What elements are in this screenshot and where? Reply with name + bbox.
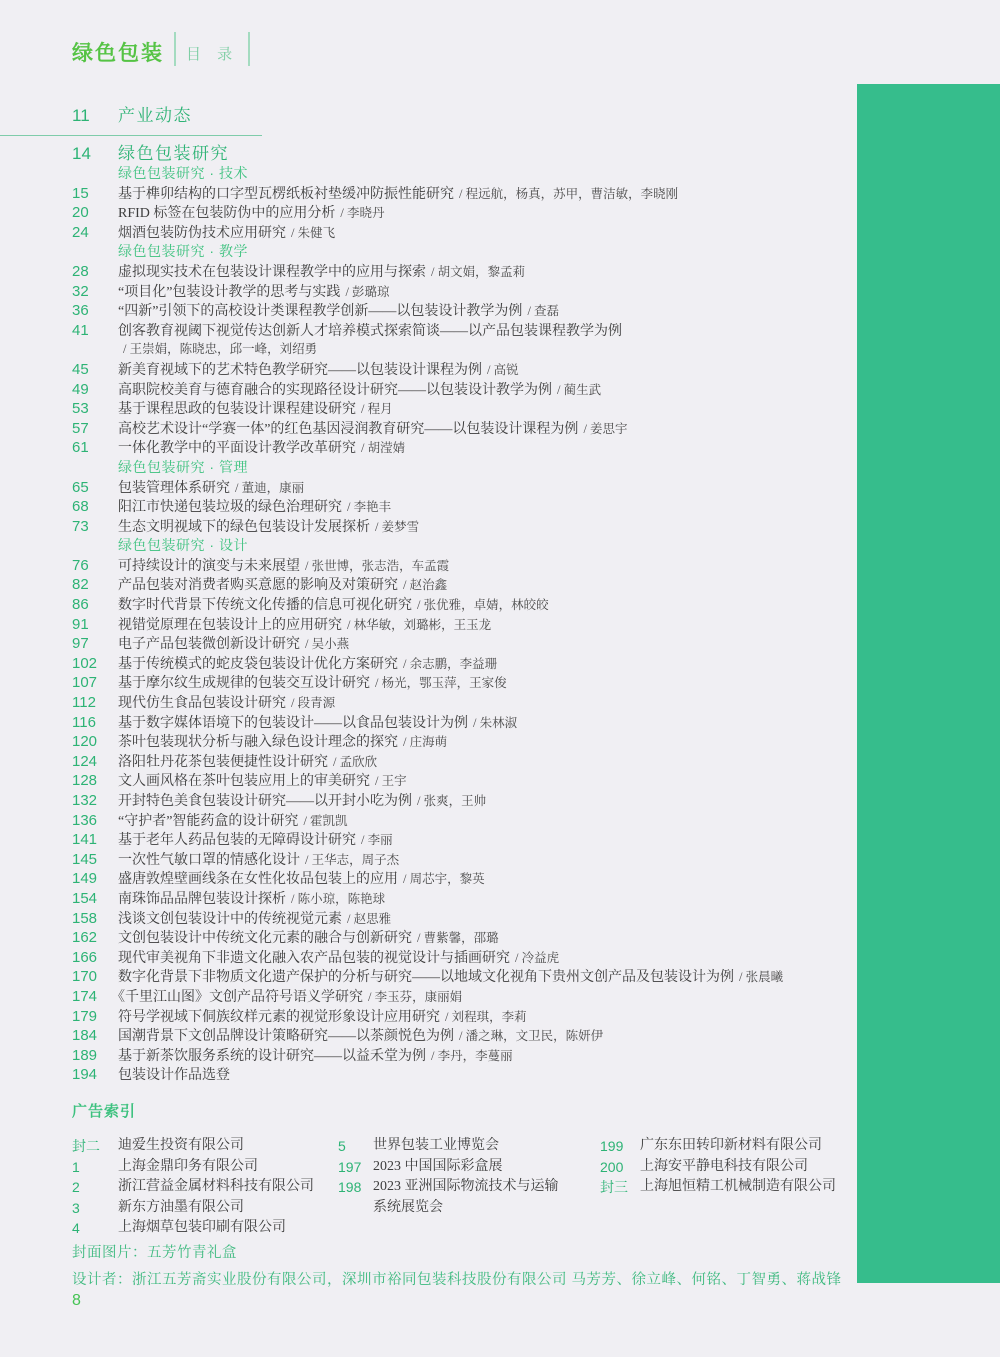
toc-entry-title: 产业动态 <box>118 106 192 125</box>
toc-entry-authors: / 段青源 <box>291 696 336 711</box>
toc-article-row <box>72 673 856 693</box>
toc-entry-number: 86 <box>72 596 89 614</box>
toc-entry-title: 一次性气敏口罩的情感化设计 <box>118 852 300 868</box>
toc-entry-title: 包装管理体系研究 <box>118 480 230 496</box>
toc-entry-title: 数字时代背景下传统文化传播的信息可视化研究 <box>118 598 412 614</box>
divider-line <box>0 135 262 136</box>
toc-entry-title: 洛阳牡丹花茶包装便捷性设计研究 <box>118 754 328 770</box>
toc-entry-number: 28 <box>72 262 89 280</box>
masthead-separator-left <box>174 32 176 66</box>
toc-article-row <box>72 262 856 282</box>
toc-article-row <box>72 752 856 772</box>
toc-article-row <box>72 1046 856 1066</box>
toc-entry-number: 124 <box>72 752 98 770</box>
ad-entry-name: 2023 中国国际彩盒展 <box>373 1158 503 1174</box>
toc-entry-title: 基于新茶饮服务系统的设计研究——以益禾堂为例 <box>118 1048 426 1064</box>
toc-article-row <box>72 713 856 733</box>
toc-article-row <box>72 380 856 400</box>
toc-entry-title: 国潮背景下文创品牌设计策略研究——以茶颜悦色为例 <box>118 1029 454 1045</box>
toc-entry-title: 基于传统模式的蛇皮袋包装设计优化方案研究 <box>118 656 398 672</box>
toc-article-row <box>72 909 856 929</box>
toc-entry-authors: / 周芯宇，黎英 <box>403 872 485 887</box>
toc-entry-number: 166 <box>72 948 98 966</box>
toc-entry-authors: / 李艳丰 <box>347 500 392 515</box>
toc-entry-title: 产品包装对消费者购买意愿的影响及对策研究 <box>118 578 398 594</box>
toc-entry-number: 154 <box>72 889 98 907</box>
toc-entry-title: “项目化”包装设计教学的思考与实践 <box>118 284 341 300</box>
toc-article-row <box>72 517 856 537</box>
toc-entry-authors: / 张优雅，卓婧，林皎皎 <box>417 598 549 613</box>
toc-entry-number: 82 <box>72 576 89 594</box>
toc-entry-title: 烟酒包装防伪技术应用研究 <box>118 225 286 241</box>
ad-entry <box>72 1218 338 1239</box>
ad-entry <box>338 1157 600 1178</box>
toc-entry-number: 162 <box>72 929 98 947</box>
toc-article-row <box>72 301 856 321</box>
ad-index-grid <box>72 1136 862 1239</box>
ad-entry <box>600 1177 836 1198</box>
toc-entry-number: 61 <box>72 439 89 457</box>
ad-entry-number: 200 <box>600 1158 624 1175</box>
toc-entry-authors: / 朱林淑 <box>473 715 518 730</box>
toc-article-row <box>72 830 856 850</box>
toc-article-row <box>72 928 856 948</box>
toc-entry-title: 阳江市快递包装垃圾的绿色治理研究 <box>118 500 342 516</box>
toc-entry-title: 文人画风格在茶叶包装应用上的审美研究 <box>118 774 370 790</box>
toc-article-row <box>72 203 856 223</box>
ad-entry-continuation <box>338 1198 600 1219</box>
ad-entry-number: 4 <box>72 1220 80 1236</box>
toc-entry-authors: / 张晨曦 <box>739 970 784 985</box>
toc-entry-title: 基于摩尔纹生成规律的包装交互设计研究 <box>118 676 370 692</box>
toc-entry-authors: / 彭璐琼 <box>345 284 390 299</box>
toc-entry-authors: / 孟欣欣 <box>333 754 378 769</box>
toc-entry-title: 基于榫卯结构的口字型瓦楞纸板衬垫缓冲防振性能研究 <box>118 186 454 202</box>
toc-article-row <box>72 497 856 517</box>
toc-entry-authors: / 姜思宇 <box>583 421 628 436</box>
toc-entry-authors: / 赵思雅 <box>347 911 392 926</box>
toc-entry-number: 97 <box>72 635 89 653</box>
masthead <box>72 28 260 66</box>
toc-section-heading: 绿色包装研究 · 技术 <box>118 165 248 181</box>
designer-caption: 设计者：浙江五芳斋实业股份有限公司，深圳市裕同包装科技股份有限公司 马芳芳、徐立峰、何铭、丁智勇、蒋战锋 <box>72 1272 842 1288</box>
toc-entry-authors: / 高锐 <box>487 362 519 377</box>
toc-article-row <box>72 732 856 752</box>
ad-entry-number: 197 <box>338 1158 362 1175</box>
ad-entry-name: 广东东田转印新材料有限公司 <box>640 1138 822 1153</box>
toc-article-row <box>72 869 856 889</box>
ad-entry-name: 新东方油墨有限公司 <box>118 1199 244 1215</box>
ad-entry-number: 199 <box>600 1138 624 1154</box>
toc-entry-number: 128 <box>72 772 98 790</box>
toc-article-row <box>72 791 856 811</box>
toc-article-row <box>72 360 856 380</box>
ad-entry-number: 1 <box>72 1158 80 1175</box>
toc-entry-number: 14 <box>72 144 91 163</box>
toc-article-row <box>72 987 856 1007</box>
ad-entry-number: 5 <box>338 1138 346 1154</box>
toc-article-row <box>72 282 856 302</box>
toc-entry-title: RFID 标签在包装防伪中的应用分析 <box>118 206 336 222</box>
ad-index-heading: 广告索引 <box>72 1103 137 1120</box>
toc-entry-number: 179 <box>72 1007 98 1025</box>
toc-article-row <box>72 693 856 713</box>
toc-entry-authors: / 赵治鑫 <box>403 578 448 593</box>
ad-index-column <box>338 1136 600 1239</box>
toc-entry-title: 基于数字媒体语境下的包装设计——以食品包装设计为例 <box>118 715 468 731</box>
toc-list <box>72 106 856 1085</box>
toc-article-row <box>72 399 856 419</box>
toc-entry-authors: / 曹紫馨，邵璐 <box>417 931 499 946</box>
toc-article-row-continuation <box>72 340 856 360</box>
toc-article-row <box>72 438 856 458</box>
toc-entry-title: 虚拟现实技术在包装设计课程教学中的应用与探索 <box>118 264 426 280</box>
toc-entry-number: 189 <box>72 1046 98 1064</box>
ad-index-column <box>600 1136 836 1239</box>
toc-entry-title: 茶叶包装现状分析与融入绿色设计理念的探究 <box>118 735 398 751</box>
masthead-separator-right <box>248 32 250 66</box>
toc-entry-number: 194 <box>72 1066 98 1084</box>
toc-entry-authors: / 程月 <box>361 402 393 417</box>
ad-entry-number: 封二 <box>72 1138 100 1154</box>
toc-entry-title: 绿色包装研究 <box>118 144 229 163</box>
ad-entry <box>72 1177 338 1198</box>
toc-entry-authors: / 李玉芬，康丽娟 <box>368 989 463 1004</box>
ad-entry-number: 3 <box>72 1199 80 1216</box>
journal-logo: 绿色包装 <box>72 42 164 65</box>
ad-entry <box>72 1136 338 1157</box>
toc-section-heading: 绿色包装研究 · 设计 <box>118 537 248 554</box>
ad-entry-number: 2 <box>72 1179 80 1195</box>
toc-entry-number: 184 <box>72 1027 98 1045</box>
toc-entry-title: 基于老年人药品包装的无障碍设计研究 <box>118 833 356 849</box>
toc-entry-authors: / 陈小琼，陈艳球 <box>291 891 386 906</box>
toc-entry-title: 新美育视域下的艺术特色教学研究——以包装设计课程为例 <box>118 362 482 378</box>
toc-entry-authors: / 程远航，杨真，苏甲，曹洁敏，李晓刚 <box>459 186 679 201</box>
toc-entry-number: 107 <box>72 674 98 692</box>
toc-entry-number: 68 <box>72 498 89 516</box>
toc-entry-authors: / 李丹，李蔓丽 <box>431 1048 513 1063</box>
toc-section-heading: 绿色包装研究 · 管理 <box>118 458 248 475</box>
toc-entry-authors: / 王崇娟，陈晓忠，邱一峰，刘绍勇 <box>123 342 318 357</box>
toc-entry-number: 76 <box>72 556 89 574</box>
toc-article-row <box>72 184 856 204</box>
ad-entry <box>72 1157 338 1178</box>
toc-article-row <box>72 811 856 831</box>
toc-entry-title: 《千里江山图》文创产品符号语义学研究 <box>111 989 363 1005</box>
toc-entry-authors: / 胡文娟，黎孟莉 <box>431 264 526 279</box>
toc-article-row <box>72 595 856 615</box>
page-number: 8 <box>72 1292 81 1309</box>
toc-article-row <box>72 889 856 909</box>
toc-entry-authors: / 朱健飞 <box>291 225 336 240</box>
toc-entry-authors: / 潘之琳，文卫民，陈妍伊 <box>459 1029 604 1044</box>
toc-entry-authors: / 查磊 <box>527 304 560 319</box>
toc-section-heading: 绿色包装研究 · 教学 <box>118 243 248 260</box>
toc-chapter-row <box>72 106 856 126</box>
toc-entry-title: 现代仿生食品包装设计研究 <box>118 696 286 712</box>
toc-page-label: 目 录 <box>186 46 239 63</box>
toc-entry-title: 开封特色美食包装设计研究——以开封小吃为例 <box>118 794 412 809</box>
toc-entry-authors: / 王宇 <box>375 774 407 789</box>
toc-entry-title: 文创包装设计中传统文化元素的融合与创新研究 <box>118 931 412 947</box>
ad-entry-name: 2023 亚洲国际物流技术与运输 <box>373 1179 559 1194</box>
toc-entry-title: 高职院校美育与德育融合的实现路径设计研究——以包装设计教学为例 <box>118 382 552 398</box>
toc-entry-authors: / 杨光，鄂玉萍，王家俊 <box>375 676 507 691</box>
toc-entry-title: 盛唐敦煌壁画线条在女性化妆品包装上的应用 <box>118 872 398 888</box>
ad-entry-number: 封三 <box>600 1179 628 1195</box>
ad-entry-name: 上海安平静电科技有限公司 <box>640 1158 808 1174</box>
toc-article-row <box>72 321 856 341</box>
toc-chapter-row <box>72 144 856 164</box>
toc-entry-number: 65 <box>72 478 89 496</box>
ad-entry <box>600 1136 836 1157</box>
ad-entry-name: 浙江营益金属材料科技有限公司 <box>118 1179 314 1194</box>
ad-entry-name: 系统展览会 <box>373 1199 443 1215</box>
toc-entry-title: 视错觉原理在包装设计上的应用研究 <box>118 617 342 633</box>
toc-article-row <box>72 419 856 439</box>
ad-entry-number: 198 <box>338 1179 362 1195</box>
toc-entry-number: 49 <box>72 380 89 398</box>
toc-entry-authors: / 姜梦雪 <box>375 519 420 534</box>
toc-article-row <box>72 948 856 968</box>
toc-entry-title: 生态文明视域下的绿色包装设计发展探析 <box>118 519 370 535</box>
toc-article-row <box>72 478 856 498</box>
ad-index-section <box>72 1100 862 1239</box>
ad-entry <box>338 1177 600 1198</box>
toc-article-row <box>72 634 856 654</box>
toc-article-row <box>72 1065 856 1085</box>
toc-entry-title: 可持续设计的演变与未来展望 <box>118 558 300 574</box>
toc-entry-number: 132 <box>72 792 98 809</box>
toc-entry-authors: / 蔺生武 <box>557 382 602 397</box>
toc-entry-number: 136 <box>72 811 98 829</box>
toc-entry-number: 20 <box>72 204 89 222</box>
toc-entry-number: 24 <box>72 223 89 241</box>
toc-article-row <box>72 615 856 635</box>
ad-entry <box>600 1157 836 1178</box>
toc-entry-title: 一体化教学中的平面设计教学改革研究 <box>118 441 356 457</box>
toc-entry-number: 15 <box>72 184 89 202</box>
toc-article-row <box>72 654 856 674</box>
toc-entry-number: 57 <box>72 419 89 437</box>
toc-entry-number: 158 <box>72 909 98 927</box>
toc-entry-number: 141 <box>72 831 98 849</box>
toc-entry-authors: / 李晓丹 <box>340 206 385 221</box>
toc-entry-number: 102 <box>72 654 98 672</box>
toc-article-row <box>72 223 856 243</box>
toc-entry-number: 174 <box>72 987 98 1005</box>
toc-entry-authors: / 刘程琪，李莉 <box>445 1009 527 1024</box>
toc-entry-number: 45 <box>72 360 89 378</box>
toc-entry-authors: / 李丽 <box>361 833 393 848</box>
ad-entry-name: 上海旭恒精工机械制造有限公司 <box>640 1179 836 1194</box>
toc-entry-number: 73 <box>72 517 89 535</box>
toc-entry-title: 包装设计作品选登 <box>118 1068 230 1084</box>
toc-entry-number: 41 <box>72 321 89 339</box>
ad-entry-name: 上海烟草包装印刷有限公司 <box>118 1220 286 1235</box>
toc-entry-number: 91 <box>72 615 89 633</box>
toc-entry-title: 电子产品包装微创新设计研究 <box>118 637 300 653</box>
toc-entry-number: 149 <box>72 870 98 888</box>
toc-entry-authors: / 庄海萌 <box>403 735 448 750</box>
toc-article-row <box>72 967 856 987</box>
toc-entry-number: 36 <box>72 302 89 320</box>
toc-article-row <box>72 771 856 791</box>
sidebar-accent-panel <box>857 84 1000 1283</box>
toc-entry-number: 53 <box>72 400 89 418</box>
toc-entry-title: 创客教育视阈下视觉传达创新人才培养模式探索简谈——以产品包装课程教学为例 <box>118 323 622 339</box>
toc-entry-title: “四新”引领下的高校设计类课程教学创新——以包装设计教学为例 <box>118 304 523 320</box>
toc-entry-number: 170 <box>72 968 98 986</box>
toc-entry-title: 南珠饰品品牌包装设计探析 <box>118 891 286 907</box>
toc-entry-authors: / 余志鹏，李益珊 <box>403 656 498 671</box>
toc-article-row <box>72 575 856 595</box>
toc-entry-title: 浅谈文创包装设计中的传统视觉元素 <box>118 911 342 927</box>
toc-article-row <box>72 556 856 576</box>
toc-entry-number: 112 <box>72 694 96 712</box>
toc-article-row <box>72 1007 856 1027</box>
ad-entry <box>338 1136 600 1157</box>
toc-entry-title: 高校艺术设计“学赛一体”的红色基因浸润教育研究——以包装设计课程为例 <box>118 421 579 437</box>
toc-entry-authors: / 胡滢婧 <box>361 441 406 456</box>
ad-entry-name: 上海金鼎印务有限公司 <box>118 1158 258 1174</box>
toc-entry-number: 145 <box>72 850 98 868</box>
toc-entry-authors: / 冷益虎 <box>515 950 560 965</box>
toc-entry-title: 符号学视域下侗族纹样元素的视觉形象设计应用研究 <box>118 1009 440 1025</box>
ad-index-column <box>72 1136 338 1239</box>
toc-entry-number: 116 <box>72 713 96 731</box>
ad-entry-name: 世界包装工业博览会 <box>373 1138 499 1153</box>
toc-entry-title: 数字化背景下非物质文化遗产保护的分析与研究——以地域文化视角下贵州文创产品及包装设计为例 <box>118 970 734 986</box>
toc-entry-number: 11 <box>72 106 90 125</box>
toc-entry-authors: / 张爽，王帅 <box>417 794 487 808</box>
toc-entry-title: 基于课程思政的包装设计课程建设研究 <box>118 402 356 418</box>
ad-entry-name: 迪爱生投资有限公司 <box>118 1138 244 1153</box>
toc-entry-authors: / 林华敏，刘璐彬，王玉龙 <box>347 617 492 632</box>
toc-entry-title: “守护者”智能药盒的设计研究 <box>118 813 299 829</box>
toc-entry-title: 现代审美视角下非遗文化融入农产品包装的视觉设计与插画研究 <box>118 950 510 966</box>
toc-entry-number: 32 <box>72 282 89 300</box>
toc-entry-authors: / 霍凯凯 <box>303 813 348 828</box>
toc-entry-authors: / 王华志，周子杰 <box>305 852 400 867</box>
ad-entry <box>72 1198 338 1219</box>
toc-entry-authors: / 吴小燕 <box>305 637 350 652</box>
toc-article-row <box>72 1026 856 1046</box>
toc-entry-authors: / 张世博，张志浩，车孟霞 <box>305 558 450 573</box>
toc-entry-number: 120 <box>72 733 98 751</box>
toc-article-row <box>72 850 856 870</box>
toc-entry-authors: / 董迪，康丽 <box>235 480 305 495</box>
cover-image-caption: 封面图片：五芳竹青礼盒 <box>72 1245 237 1261</box>
